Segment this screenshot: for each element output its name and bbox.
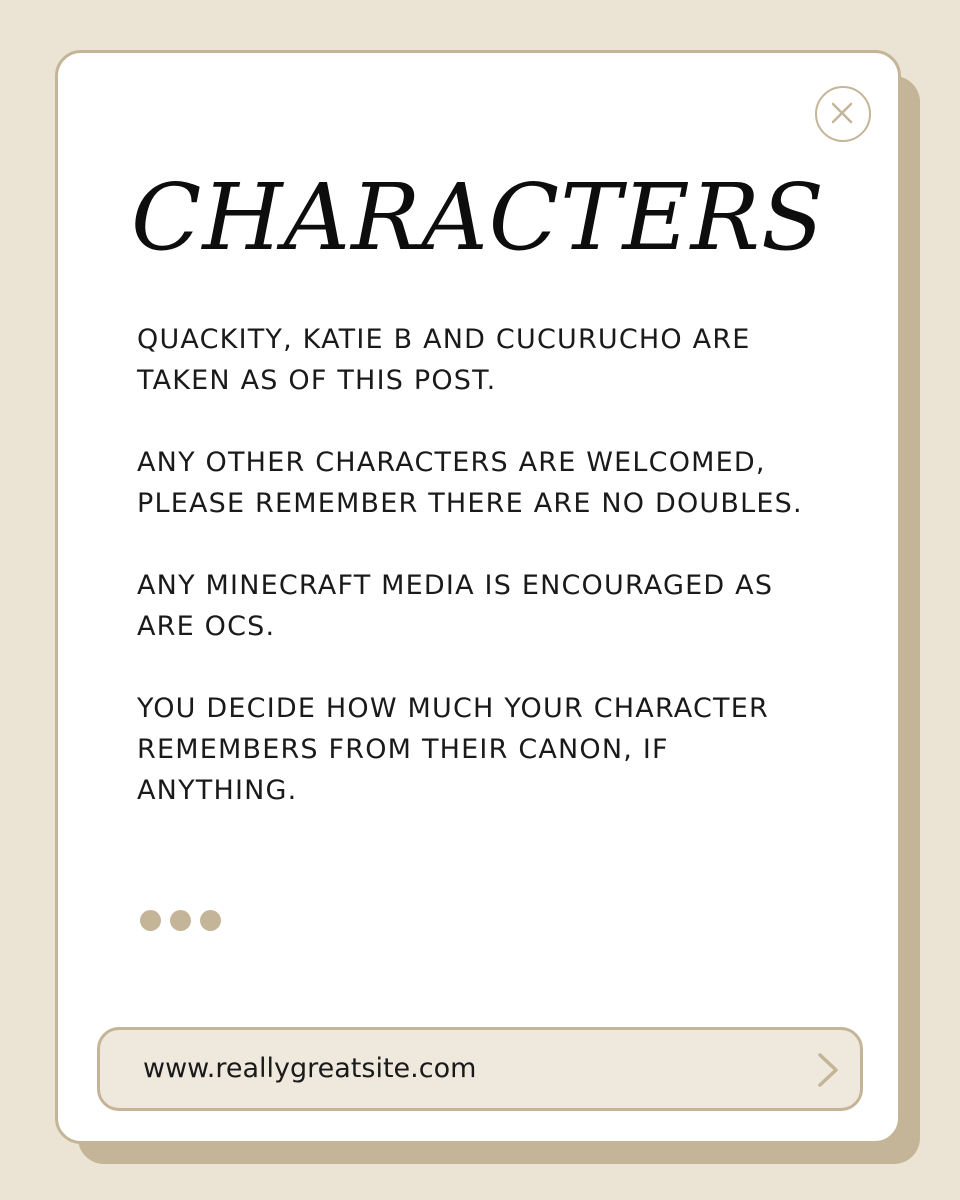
url-bar[interactable] bbox=[97, 1027, 863, 1111]
close-icon bbox=[831, 102, 853, 124]
paragraph-taken: QUACKITY, KATIE B AND CUCURUCHO ARE TAKEN AS OF THIS POST. bbox=[137, 324, 751, 396]
ellipsis-icon bbox=[140, 910, 221, 931]
body-text bbox=[137, 319, 837, 852]
paragraph-welcomed: ANY OTHER CHARACTERS ARE WELCOMED, PLEASE REMEMBER THERE ARE NO DOUBLES. bbox=[137, 447, 803, 519]
dialog-card bbox=[55, 50, 901, 1144]
page-title: CHARACTERS bbox=[131, 164, 825, 271]
dot bbox=[200, 910, 221, 931]
dot bbox=[170, 910, 191, 931]
close-button[interactable] bbox=[815, 86, 871, 142]
paragraph-canon: YOU DECIDE HOW MUCH YOUR CHARACTER REMEMBERS FROM THEIR CANON, IF ANYTHING. bbox=[137, 693, 769, 806]
dot bbox=[140, 910, 161, 931]
paragraph-media: ANY MINECRAFT MEDIA IS ENCOURAGED AS ARE OCS. bbox=[137, 570, 774, 642]
url-text: www.reallygreatsite.com bbox=[143, 1053, 477, 1084]
chevron-right-icon[interactable] bbox=[812, 1051, 842, 1089]
